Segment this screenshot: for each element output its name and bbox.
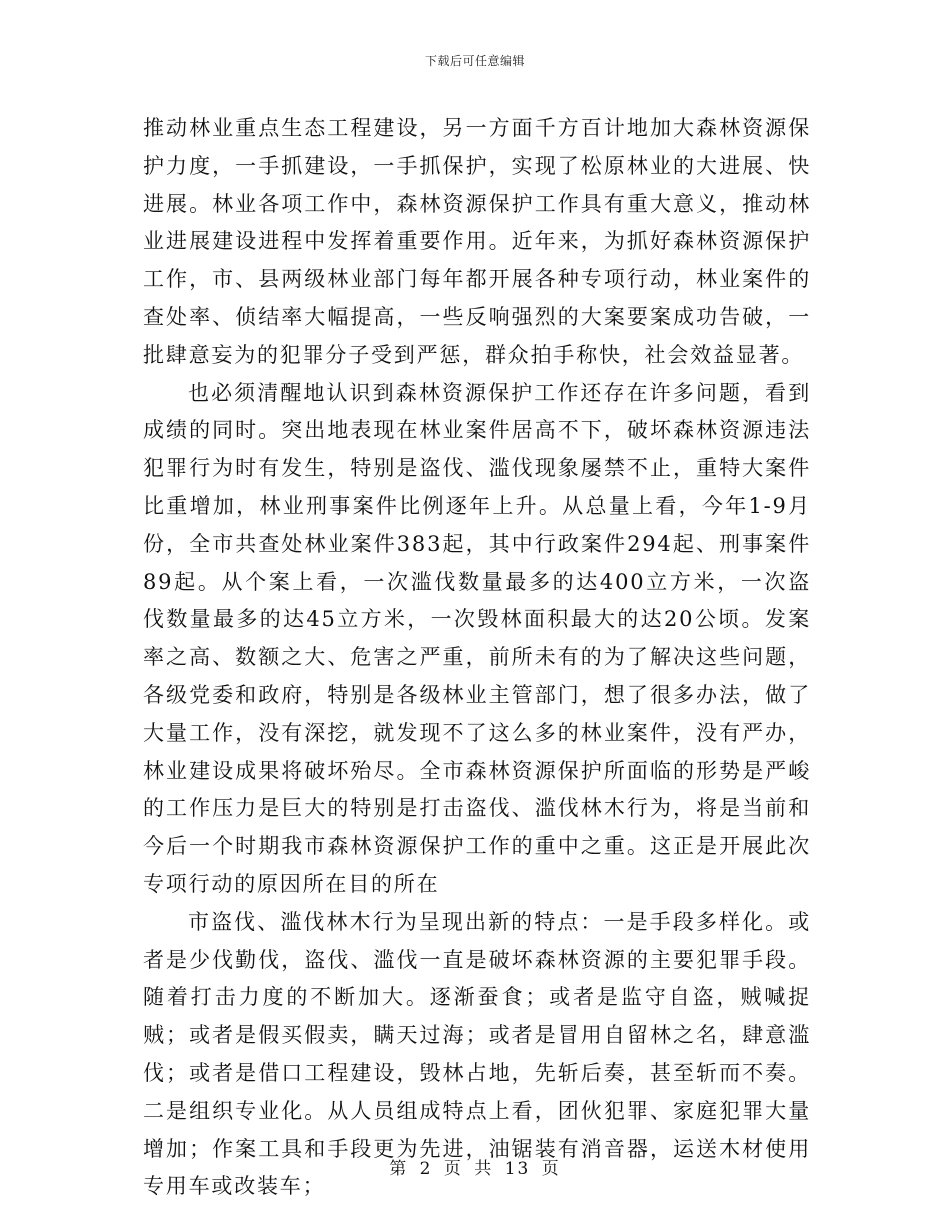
paragraph-3: 市盗伐、滥伐林木行为呈现出新的特点：一是手段多样化。或者是少伐勤伐，盗伐、滥伐一直是破坏森林资源的主要犯罪手段。随着打击力度的不断加大。逐渐蚕食；或者是监守自盗，贼喊捉贼；或者是假买假卖，瞒天过海；或者是冒用自留林之名，肆意滥伐；或者是借口工程建设，毁林占地，先斩后奏，甚至斩而不奏。二是组织专业化。从人员组成特点上看，团伙犯罪、家庭犯罪大量增加；作案工具和手段更为先进，油锯装有消音器，运送木材使用专用车或改装车；	[143, 909, 811, 1199]
document-body	[143, 110, 811, 1206]
paragraph-2: 也必须清醒地认识到森林资源保护工作还存在许多问题，看到成绩的同时。突出地表现在林业案件居高不下，破坏森林资源违法犯罪行为时有发生，特别是盗伐、滥伐现象屡禁不止，重特大案件比重增加，林业刑事案件比例逐年上升。从总量上看，今年1-9月份，全市共查处林业案件383起，其中行政案件294起、刑事案件89起。从个案上看，一次滥伐数量最多的达400立方米，一次盗伐数量最多的达45立方米，一次毁林面积最大的达20公顷。发案率之高、数额之大、危害之严重，前所未有的为了解决这些问题，各级党委和政府，特别是各级林业主管部门，想了很多办法，做了大量工作，没有深挖，就发现不了这么多的林业案件，没有严办，林业建设成果将破坏殆尽。全市森林资源保护所面临的形势是严峻的工作压力是巨大的特别是打击盗伐、滥伐林木行为，将是当前和今后一个时期我市森林资源保护工作的重中之重。这正是开展此次专项行动的原因所在目的所在	[143, 380, 811, 896]
page-number-footer: 第 2 页 共 13 页	[389, 1159, 561, 1179]
page-header: 下载后可任意编辑	[424, 54, 525, 68]
paragraph-1: 推动林业重点生态工程建设，另一方面千方百计地加大森林资源保护力度，一手抓建设，一手抓保护，实现了松原林业的大进展、快进展。林业各项工作中，森林资源保护工作具有重大意义，推动林业进展建设进程中发挥着重要作用。近年来，为抓好森林资源保护工作，市、县两级林业部门每年都开展各种专项行动，林业案件的查处率、侦结率大幅提高，一些反响强烈的大案要案成功告破，一批肆意妄为的犯罪分子受到严惩，群众拍手称快，社会效益显著。	[143, 116, 811, 367]
